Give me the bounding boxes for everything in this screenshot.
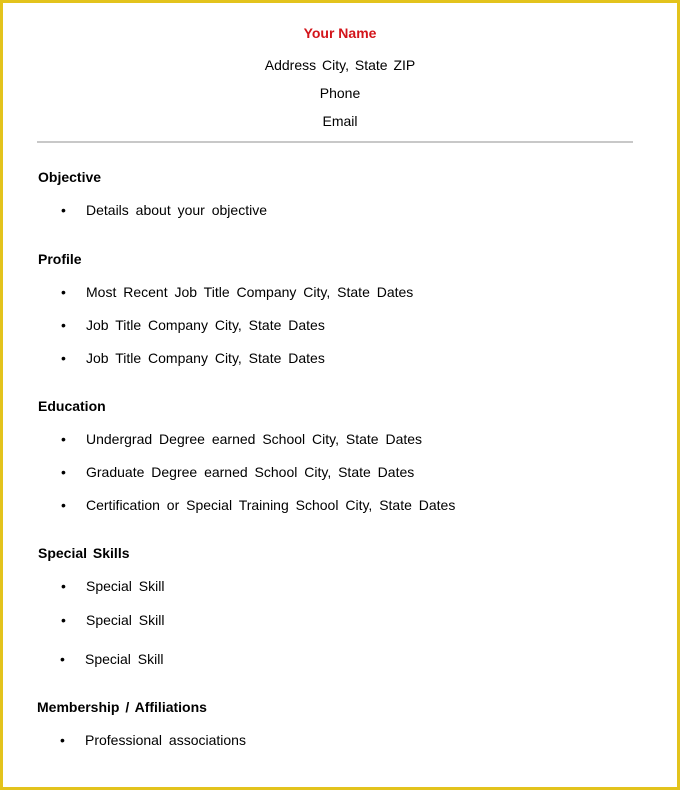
header-divider: [37, 141, 633, 143]
list-item-text: Special Skill: [85, 651, 164, 667]
list-item: [61, 497, 455, 513]
list-item-text: Special Skill: [86, 578, 165, 594]
section-heading-objective: Objective: [38, 169, 102, 185]
list-item-text: Job Title Company City, State Dates: [86, 350, 325, 366]
contact-address: Address City, State ZIP: [264, 57, 416, 73]
bullet-icon: •: [61, 350, 66, 366]
list-item-text: Certification or Special Training School City, State Dates: [86, 497, 456, 513]
list-item: [61, 431, 422, 447]
section-heading-membership: Membership / Affiliations: [37, 699, 207, 715]
bullet-icon: •: [61, 497, 66, 513]
bullet-icon: •: [61, 578, 66, 594]
contact-phone: Phone: [319, 85, 361, 101]
section-heading-skills: Special Skills: [38, 545, 130, 561]
list-item: [61, 350, 325, 366]
list-item-text: Job Title Company City, State Dates: [86, 317, 325, 333]
list-item: [60, 732, 246, 748]
bullet-icon: •: [61, 317, 66, 333]
list-item-text: Undergrad Degree earned School City, State Dates: [86, 431, 423, 447]
list-item: [61, 612, 164, 628]
list-item: [61, 202, 267, 218]
list-item-text: Details about your objective: [86, 202, 267, 218]
list-item: [61, 317, 325, 333]
contact-email: Email: [322, 113, 358, 129]
section-heading-education: Education: [38, 398, 106, 414]
list-item-text: Special Skill: [86, 612, 165, 628]
resume-name: Your Name: [303, 25, 377, 41]
bullet-icon: •: [61, 612, 66, 628]
bullet-icon: •: [61, 431, 66, 447]
list-item-text: Most Recent Job Title Company City, State Dates: [86, 284, 414, 300]
bullet-icon: •: [60, 651, 65, 667]
list-item-text: Professional associations: [85, 732, 246, 748]
list-item: [61, 464, 414, 480]
bullet-icon: •: [61, 202, 66, 218]
list-item: [61, 284, 413, 300]
bullet-icon: •: [60, 732, 65, 748]
bullet-icon: •: [61, 464, 66, 480]
bullet-icon: •: [61, 284, 66, 300]
section-heading-profile: Profile: [38, 251, 82, 267]
list-item: [61, 578, 164, 594]
list-item-text: Graduate Degree earned School City, State Dates: [86, 464, 415, 480]
list-item: [60, 651, 163, 667]
